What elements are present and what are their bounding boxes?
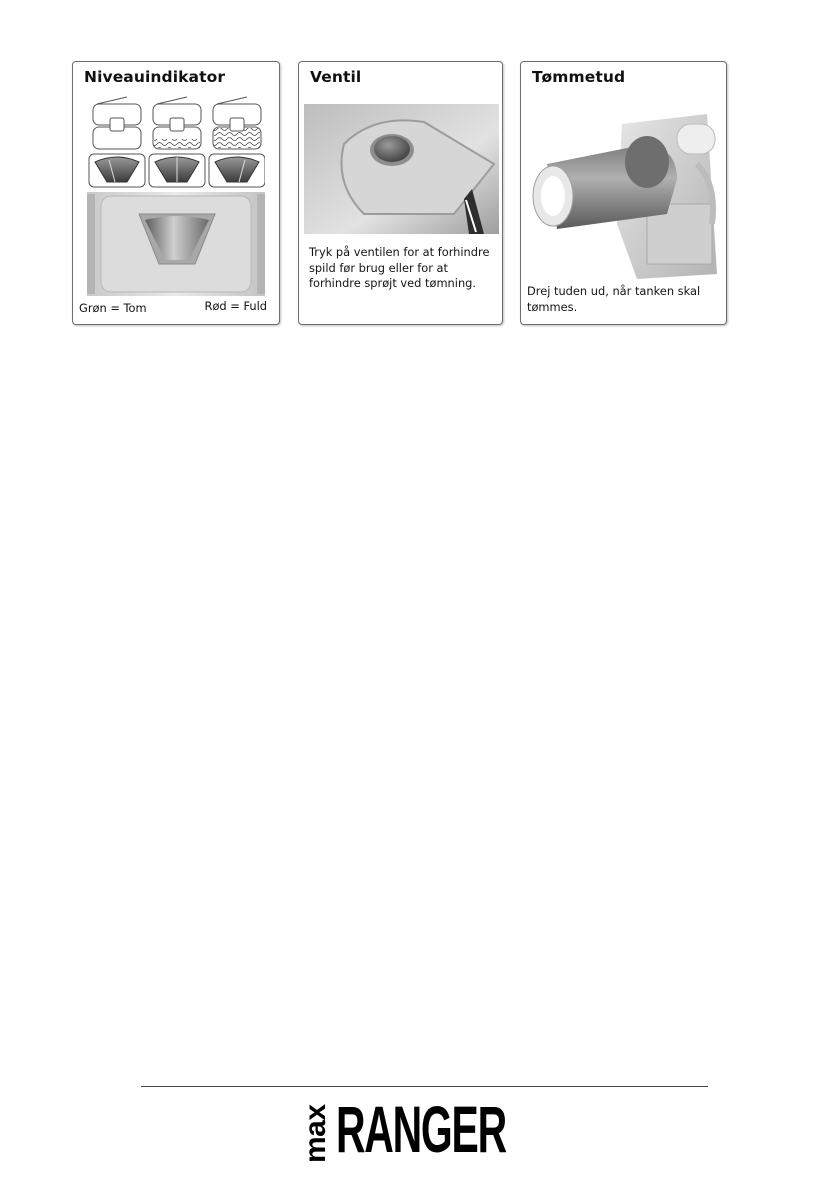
spout-title: Tømmetud — [532, 68, 626, 86]
gauge-full-diagram — [209, 154, 265, 187]
gauge-half-diagram — [149, 154, 205, 187]
valve-panel — [298, 61, 503, 325]
valve-photo — [304, 104, 499, 234]
spout-panel — [520, 61, 727, 325]
level-indicator-panel — [72, 61, 280, 325]
full-color-label: Rød = Fuld — [204, 299, 267, 313]
spout-photo — [527, 104, 717, 284]
tank-empty-diagram — [93, 97, 141, 149]
gauge-empty-diagram — [89, 154, 145, 187]
logo-brand: RANGER — [336, 1092, 506, 1166]
logo-prefix: max — [299, 1104, 332, 1163]
brand-logo — [299, 1092, 540, 1166]
footer-divider — [141, 1086, 708, 1087]
level-indicator-illustration — [87, 96, 265, 304]
tank-half-diagram — [153, 97, 201, 149]
level-indicator-photo — [87, 192, 265, 296]
valve-instruction-text: Tryk på ventilen for at forhindre spild før brug eller for at forhindre sprøjt ved tømning. — [309, 245, 490, 290]
tank-full-diagram — [213, 97, 261, 149]
spout-instruction-text: Drej tuden ud, når tanken skal tømmes. — [527, 284, 701, 314]
valve-title: Ventil — [310, 68, 362, 86]
empty-color-label: Grøn = Tom — [79, 301, 147, 315]
level-indicator-title: Niveauindikator — [84, 68, 226, 86]
